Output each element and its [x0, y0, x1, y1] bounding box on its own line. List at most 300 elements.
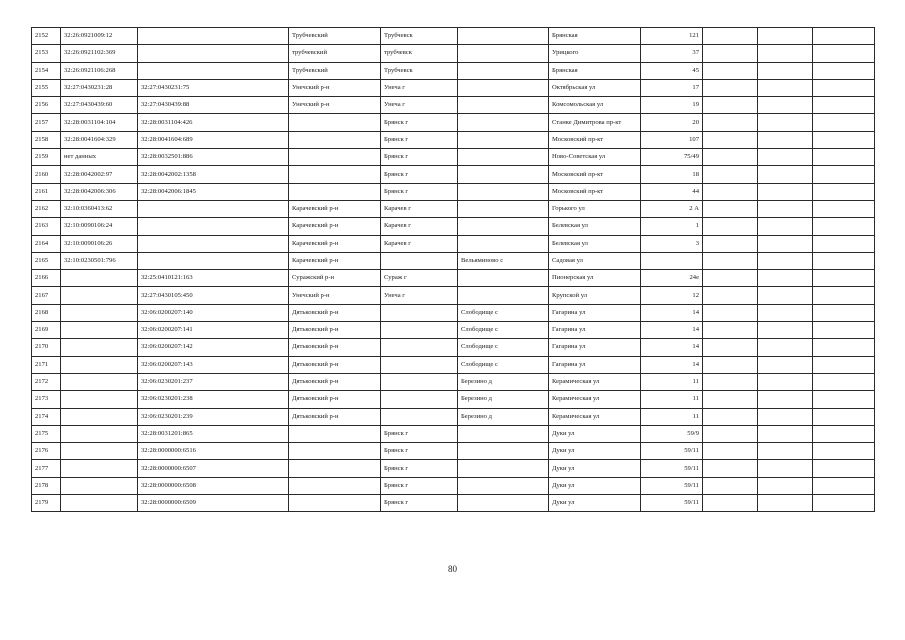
- district-cell: Дятьковский р-н: [289, 356, 381, 373]
- cadastral-number-building-cell: 32:28:0000000:6509: [138, 495, 289, 512]
- register-table: [31, 27, 875, 512]
- row-index-cell: 2175: [32, 425, 61, 442]
- street-cell: Крупской ул: [549, 287, 641, 304]
- extra-col-3-cell: [813, 149, 875, 166]
- city-cell: [381, 252, 458, 269]
- street-cell: Керамическая ул: [549, 391, 641, 408]
- city-cell: Трубчевск: [381, 62, 458, 79]
- settlement-cell: Вельяминово с: [458, 252, 549, 269]
- cadastral-number-land-cell: [61, 443, 138, 460]
- cadastral-number-building-cell: 32:28:0031201:865: [138, 425, 289, 442]
- extra-col-1-cell: [703, 270, 758, 287]
- cadastral-number-land-cell: [61, 408, 138, 425]
- city-cell: Унеча г: [381, 79, 458, 96]
- settlement-cell: Березино д: [458, 391, 549, 408]
- settlement-cell: Березино д: [458, 373, 549, 390]
- row-index-cell: 2166: [32, 270, 61, 287]
- extra-col-3-cell: [813, 408, 875, 425]
- extra-col-3-cell: [813, 166, 875, 183]
- table-row: [32, 114, 875, 131]
- city-cell: Брянск г: [381, 477, 458, 494]
- district-cell: трубчевский: [289, 45, 381, 62]
- cadastral-number-land-cell: 32:28:0042006:306: [61, 183, 138, 200]
- cadastral-number-land-cell: [61, 339, 138, 356]
- table-row: [32, 97, 875, 114]
- cadastral-number-building-cell: 32:28:0000000:6508: [138, 477, 289, 494]
- city-cell: Карачев г: [381, 218, 458, 235]
- street-cell: Брянская: [549, 28, 641, 45]
- district-cell: Унечский р-н: [289, 97, 381, 114]
- settlement-cell: [458, 114, 549, 131]
- cadastral-number-building-cell: 32:28:0032501:886: [138, 149, 289, 166]
- house-number-cell: 17: [641, 79, 703, 96]
- row-index-cell: 2174: [32, 408, 61, 425]
- city-cell: [381, 339, 458, 356]
- extra-col-2-cell: [758, 425, 813, 442]
- extra-col-3-cell: [813, 373, 875, 390]
- extra-col-2-cell: [758, 304, 813, 321]
- cadastral-number-land-cell: [61, 373, 138, 390]
- settlement-cell: [458, 97, 549, 114]
- district-cell: Карачевский р-н: [289, 235, 381, 252]
- table-row: [32, 477, 875, 494]
- extra-col-3-cell: [813, 235, 875, 252]
- cadastral-number-land-cell: 32:28:0041604:329: [61, 131, 138, 148]
- cadastral-number-land-cell: нет данных: [61, 149, 138, 166]
- settlement-cell: [458, 131, 549, 148]
- cadastral-number-land-cell: [61, 270, 138, 287]
- city-cell: [381, 304, 458, 321]
- street-cell: Станке Димитрова пр-кт: [549, 114, 641, 131]
- cadastral-number-land-cell: [61, 425, 138, 442]
- settlement-cell: [458, 425, 549, 442]
- cadastral-number-building-cell: 32:06:0200207:142: [138, 339, 289, 356]
- settlement-cell: [458, 183, 549, 200]
- cadastral-number-land-cell: 32:27:0430439:60: [61, 97, 138, 114]
- table-row: [32, 45, 875, 62]
- extra-col-2-cell: [758, 149, 813, 166]
- city-cell: Карачев г: [381, 200, 458, 217]
- table-row: [32, 79, 875, 96]
- extra-col-2-cell: [758, 477, 813, 494]
- extra-col-2-cell: [758, 45, 813, 62]
- table-row: [32, 495, 875, 512]
- cadastral-number-land-cell: [61, 356, 138, 373]
- extra-col-2-cell: [758, 235, 813, 252]
- row-index-cell: 2168: [32, 304, 61, 321]
- cadastral-number-building-cell: 32:28:0041604:689: [138, 131, 289, 148]
- district-cell: Трубчевский: [289, 62, 381, 79]
- street-cell: Дуки ул: [549, 460, 641, 477]
- extra-col-2-cell: [758, 460, 813, 477]
- settlement-cell: [458, 45, 549, 62]
- row-index-cell: 2167: [32, 287, 61, 304]
- table-row: [32, 235, 875, 252]
- house-number-cell: 14: [641, 356, 703, 373]
- extra-col-1-cell: [703, 79, 758, 96]
- table-row: [32, 304, 875, 321]
- table-row: [32, 391, 875, 408]
- district-cell: [289, 477, 381, 494]
- extra-col-2-cell: [758, 443, 813, 460]
- city-cell: Брянск г: [381, 131, 458, 148]
- row-index-cell: 2162: [32, 200, 61, 217]
- district-cell: Дятьковский р-н: [289, 373, 381, 390]
- house-number-cell: 59/11: [641, 443, 703, 460]
- extra-col-3-cell: [813, 477, 875, 494]
- extra-col-1-cell: [703, 373, 758, 390]
- table-row: [32, 166, 875, 183]
- extra-col-2-cell: [758, 131, 813, 148]
- city-cell: Унеча г: [381, 97, 458, 114]
- cadastral-number-land-cell: [61, 495, 138, 512]
- extra-col-1-cell: [703, 114, 758, 131]
- cadastral-number-building-cell: 32:28:0042002:1358: [138, 166, 289, 183]
- city-cell: Унеча г: [381, 287, 458, 304]
- cadastral-number-building-cell: 32:28:0042006:1845: [138, 183, 289, 200]
- house-number-cell: [641, 252, 703, 269]
- street-cell: Белевская ул: [549, 235, 641, 252]
- table-row: [32, 356, 875, 373]
- extra-col-1-cell: [703, 183, 758, 200]
- house-number-cell: 19: [641, 97, 703, 114]
- city-cell: Брянск г: [381, 460, 458, 477]
- extra-col-3-cell: [813, 460, 875, 477]
- house-number-cell: 12: [641, 287, 703, 304]
- settlement-cell: [458, 166, 549, 183]
- extra-col-3-cell: [813, 356, 875, 373]
- city-cell: Брянск г: [381, 166, 458, 183]
- row-index-cell: 2157: [32, 114, 61, 131]
- cadastral-number-land-cell: [61, 304, 138, 321]
- settlement-cell: Слободище с: [458, 356, 549, 373]
- house-number-cell: 11: [641, 408, 703, 425]
- settlement-cell: Слободище с: [458, 304, 549, 321]
- extra-col-2-cell: [758, 114, 813, 131]
- city-cell: Карачев г: [381, 235, 458, 252]
- district-cell: Дятьковский р-н: [289, 322, 381, 339]
- house-number-cell: 44: [641, 183, 703, 200]
- house-number-cell: 3: [641, 235, 703, 252]
- city-cell: Брянск г: [381, 149, 458, 166]
- street-cell: Белевская ул: [549, 218, 641, 235]
- house-number-cell: 59/11: [641, 460, 703, 477]
- district-cell: [289, 114, 381, 131]
- extra-col-2-cell: [758, 270, 813, 287]
- street-cell: Горького ул: [549, 200, 641, 217]
- district-cell: Карачевский р-н: [289, 218, 381, 235]
- extra-col-2-cell: [758, 356, 813, 373]
- district-cell: [289, 495, 381, 512]
- table-row: [32, 131, 875, 148]
- extra-col-2-cell: [758, 79, 813, 96]
- extra-col-2-cell: [758, 495, 813, 512]
- row-index-cell: 2172: [32, 373, 61, 390]
- city-cell: Сураж г: [381, 270, 458, 287]
- row-index-cell: 2165: [32, 252, 61, 269]
- extra-col-3-cell: [813, 218, 875, 235]
- extra-col-1-cell: [703, 235, 758, 252]
- cadastral-number-land-cell: 32:26:0921009:12: [61, 28, 138, 45]
- settlement-cell: Слободище с: [458, 322, 549, 339]
- extra-col-3-cell: [813, 252, 875, 269]
- house-number-cell: 59/11: [641, 495, 703, 512]
- street-cell: Керамическая ул: [549, 373, 641, 390]
- extra-col-3-cell: [813, 79, 875, 96]
- house-number-cell: 14: [641, 322, 703, 339]
- row-index-cell: 2177: [32, 460, 61, 477]
- cadastral-number-land-cell: 32:26:0921102:369: [61, 45, 138, 62]
- table-row: [32, 460, 875, 477]
- extra-col-1-cell: [703, 97, 758, 114]
- settlement-cell: [458, 460, 549, 477]
- city-cell: Брянск г: [381, 114, 458, 131]
- cadastral-number-building-cell: 32:06:0230201:238: [138, 391, 289, 408]
- house-number-cell: 18: [641, 166, 703, 183]
- street-cell: Московский пр-кт: [549, 183, 641, 200]
- cadastral-number-building-cell: 32:27:0430105:450: [138, 287, 289, 304]
- settlement-cell: [458, 149, 549, 166]
- extra-col-1-cell: [703, 408, 758, 425]
- extra-col-1-cell: [703, 149, 758, 166]
- house-number-cell: 2 А: [641, 200, 703, 217]
- extra-col-3-cell: [813, 200, 875, 217]
- extra-col-1-cell: [703, 304, 758, 321]
- settlement-cell: [458, 443, 549, 460]
- house-number-cell: 45: [641, 62, 703, 79]
- table-row: [32, 149, 875, 166]
- district-cell: [289, 460, 381, 477]
- extra-col-2-cell: [758, 322, 813, 339]
- district-cell: Дятьковский р-н: [289, 391, 381, 408]
- register-table-body: [32, 28, 875, 512]
- settlement-cell: [458, 62, 549, 79]
- district-cell: Дятьковский р-н: [289, 304, 381, 321]
- table-row: [32, 287, 875, 304]
- extra-col-2-cell: [758, 391, 813, 408]
- street-cell: Дуки ул: [549, 477, 641, 494]
- cadastral-number-building-cell: 32:06:0200207:143: [138, 356, 289, 373]
- cadastral-number-land-cell: 32:28:0031104:104: [61, 114, 138, 131]
- street-cell: Керамическая ул: [549, 408, 641, 425]
- extra-col-3-cell: [813, 339, 875, 356]
- cadastral-number-land-cell: [61, 477, 138, 494]
- table-row: [32, 443, 875, 460]
- extra-col-1-cell: [703, 131, 758, 148]
- cadastral-number-land-cell: 32:10:0090106:26: [61, 235, 138, 252]
- cadastral-number-building-cell: 32:25:0410121:163: [138, 270, 289, 287]
- cadastral-number-land-cell: [61, 391, 138, 408]
- house-number-cell: 11: [641, 373, 703, 390]
- extra-col-3-cell: [813, 28, 875, 45]
- district-cell: [289, 131, 381, 148]
- street-cell: Дуки ул: [549, 443, 641, 460]
- extra-col-3-cell: [813, 425, 875, 442]
- settlement-cell: [458, 495, 549, 512]
- cadastral-number-building-cell: 32:28:0031104:426: [138, 114, 289, 131]
- extra-col-2-cell: [758, 62, 813, 79]
- extra-col-3-cell: [813, 45, 875, 62]
- district-cell: Трубчевский: [289, 28, 381, 45]
- extra-col-1-cell: [703, 45, 758, 62]
- cadastral-number-land-cell: 32:27:0430231:28: [61, 79, 138, 96]
- street-cell: Брянская: [549, 62, 641, 79]
- cadastral-number-building-cell: [138, 28, 289, 45]
- house-number-cell: 14: [641, 339, 703, 356]
- page-number: 80: [448, 564, 457, 574]
- city-cell: [381, 408, 458, 425]
- district-cell: [289, 166, 381, 183]
- cadastral-number-land-cell: [61, 322, 138, 339]
- extra-col-3-cell: [813, 97, 875, 114]
- cadastral-number-building-cell: 32:06:0200207:141: [138, 322, 289, 339]
- extra-col-1-cell: [703, 477, 758, 494]
- row-index-cell: 2158: [32, 131, 61, 148]
- district-cell: Унечский р-н: [289, 79, 381, 96]
- extra-col-1-cell: [703, 356, 758, 373]
- cadastral-number-building-cell: 32:28:0000000:6507: [138, 460, 289, 477]
- house-number-cell: 11: [641, 391, 703, 408]
- row-index-cell: 2159: [32, 149, 61, 166]
- city-cell: трубчевск: [381, 45, 458, 62]
- extra-col-2-cell: [758, 97, 813, 114]
- cadastral-number-building-cell: [138, 218, 289, 235]
- settlement-cell: [458, 28, 549, 45]
- extra-col-3-cell: [813, 443, 875, 460]
- extra-col-2-cell: [758, 200, 813, 217]
- city-cell: [381, 322, 458, 339]
- street-cell: Московский пр-кт: [549, 131, 641, 148]
- extra-col-1-cell: [703, 218, 758, 235]
- house-number-cell: 121: [641, 28, 703, 45]
- extra-col-1-cell: [703, 322, 758, 339]
- extra-col-3-cell: [813, 183, 875, 200]
- settlement-cell: [458, 477, 549, 494]
- cadastral-number-land-cell: 32:10:0090106:24: [61, 218, 138, 235]
- cadastral-number-building-cell: 32:06:0200207:140: [138, 304, 289, 321]
- street-cell: Московский пр-кт: [549, 166, 641, 183]
- district-cell: Суражский р-н: [289, 270, 381, 287]
- cadastral-number-land-cell: 32:10:0230501:796: [61, 252, 138, 269]
- extra-col-1-cell: [703, 28, 758, 45]
- row-index-cell: 2152: [32, 28, 61, 45]
- street-cell: Дуки ул: [549, 495, 641, 512]
- table-row: [32, 270, 875, 287]
- street-cell: Гагарина ул: [549, 356, 641, 373]
- extra-col-1-cell: [703, 252, 758, 269]
- row-index-cell: 2170: [32, 339, 61, 356]
- city-cell: Брянск г: [381, 443, 458, 460]
- extra-col-2-cell: [758, 218, 813, 235]
- city-cell: [381, 356, 458, 373]
- cadastral-number-land-cell: [61, 287, 138, 304]
- city-cell: Брянск г: [381, 183, 458, 200]
- row-index-cell: 2169: [32, 322, 61, 339]
- extra-col-2-cell: [758, 408, 813, 425]
- extra-col-3-cell: [813, 131, 875, 148]
- street-cell: Гагарина ул: [549, 322, 641, 339]
- house-number-cell: 20: [641, 114, 703, 131]
- district-cell: Унечский р-н: [289, 287, 381, 304]
- cadastral-number-building-cell: 32:06:0230201:239: [138, 408, 289, 425]
- cadastral-number-building-cell: [138, 45, 289, 62]
- cadastral-number-land-cell: 32:26:0921106:268: [61, 62, 138, 79]
- row-index-cell: 2179: [32, 495, 61, 512]
- cadastral-number-land-cell: 32:10:0360413:62: [61, 200, 138, 217]
- extra-col-3-cell: [813, 114, 875, 131]
- cadastral-number-building-cell: 32:28:0000000:6516: [138, 443, 289, 460]
- house-number-cell: 14: [641, 304, 703, 321]
- table-row: [32, 373, 875, 390]
- row-index-cell: 2163: [32, 218, 61, 235]
- settlement-cell: [458, 235, 549, 252]
- street-cell: Комсомольская ул: [549, 97, 641, 114]
- city-cell: [381, 373, 458, 390]
- extra-col-3-cell: [813, 322, 875, 339]
- row-index-cell: 2156: [32, 97, 61, 114]
- table-row: [32, 322, 875, 339]
- city-cell: Брянск г: [381, 495, 458, 512]
- extra-col-3-cell: [813, 391, 875, 408]
- district-cell: [289, 425, 381, 442]
- extra-col-1-cell: [703, 200, 758, 217]
- house-number-cell: 107: [641, 131, 703, 148]
- extra-col-1-cell: [703, 460, 758, 477]
- table-row: [32, 339, 875, 356]
- cadastral-number-building-cell: [138, 252, 289, 269]
- settlement-cell: [458, 79, 549, 96]
- district-cell: Дятьковский р-н: [289, 408, 381, 425]
- table-row: [32, 183, 875, 200]
- cadastral-number-building-cell: 32:27:0430231:75: [138, 79, 289, 96]
- extra-col-2-cell: [758, 166, 813, 183]
- row-index-cell: 2160: [32, 166, 61, 183]
- extra-col-3-cell: [813, 287, 875, 304]
- row-index-cell: 2178: [32, 477, 61, 494]
- extra-col-1-cell: [703, 443, 758, 460]
- district-cell: [289, 183, 381, 200]
- table-row: [32, 28, 875, 45]
- extra-col-2-cell: [758, 373, 813, 390]
- street-cell: Октябрьская ул: [549, 79, 641, 96]
- settlement-cell: [458, 200, 549, 217]
- row-index-cell: 2164: [32, 235, 61, 252]
- street-cell: Пионерская ул: [549, 270, 641, 287]
- cadastral-number-land-cell: 32:28:0042002:97: [61, 166, 138, 183]
- table-row: [32, 425, 875, 442]
- street-cell: Садовая ул: [549, 252, 641, 269]
- extra-col-2-cell: [758, 339, 813, 356]
- house-number-cell: 1: [641, 218, 703, 235]
- cadastral-number-building-cell: [138, 62, 289, 79]
- settlement-cell: [458, 218, 549, 235]
- table-row: [32, 408, 875, 425]
- row-index-cell: 2161: [32, 183, 61, 200]
- street-cell: Гагарина ул: [549, 339, 641, 356]
- settlement-cell: Слободище с: [458, 339, 549, 356]
- extra-col-1-cell: [703, 287, 758, 304]
- extra-col-3-cell: [813, 495, 875, 512]
- row-index-cell: 2154: [32, 62, 61, 79]
- street-cell: Дуки ул: [549, 425, 641, 442]
- extra-col-2-cell: [758, 183, 813, 200]
- extra-col-2-cell: [758, 287, 813, 304]
- extra-col-3-cell: [813, 270, 875, 287]
- street-cell: Ново-Советская ул: [549, 149, 641, 166]
- district-cell: Карачевский р-н: [289, 252, 381, 269]
- house-number-cell: 24е: [641, 270, 703, 287]
- row-index-cell: 2176: [32, 443, 61, 460]
